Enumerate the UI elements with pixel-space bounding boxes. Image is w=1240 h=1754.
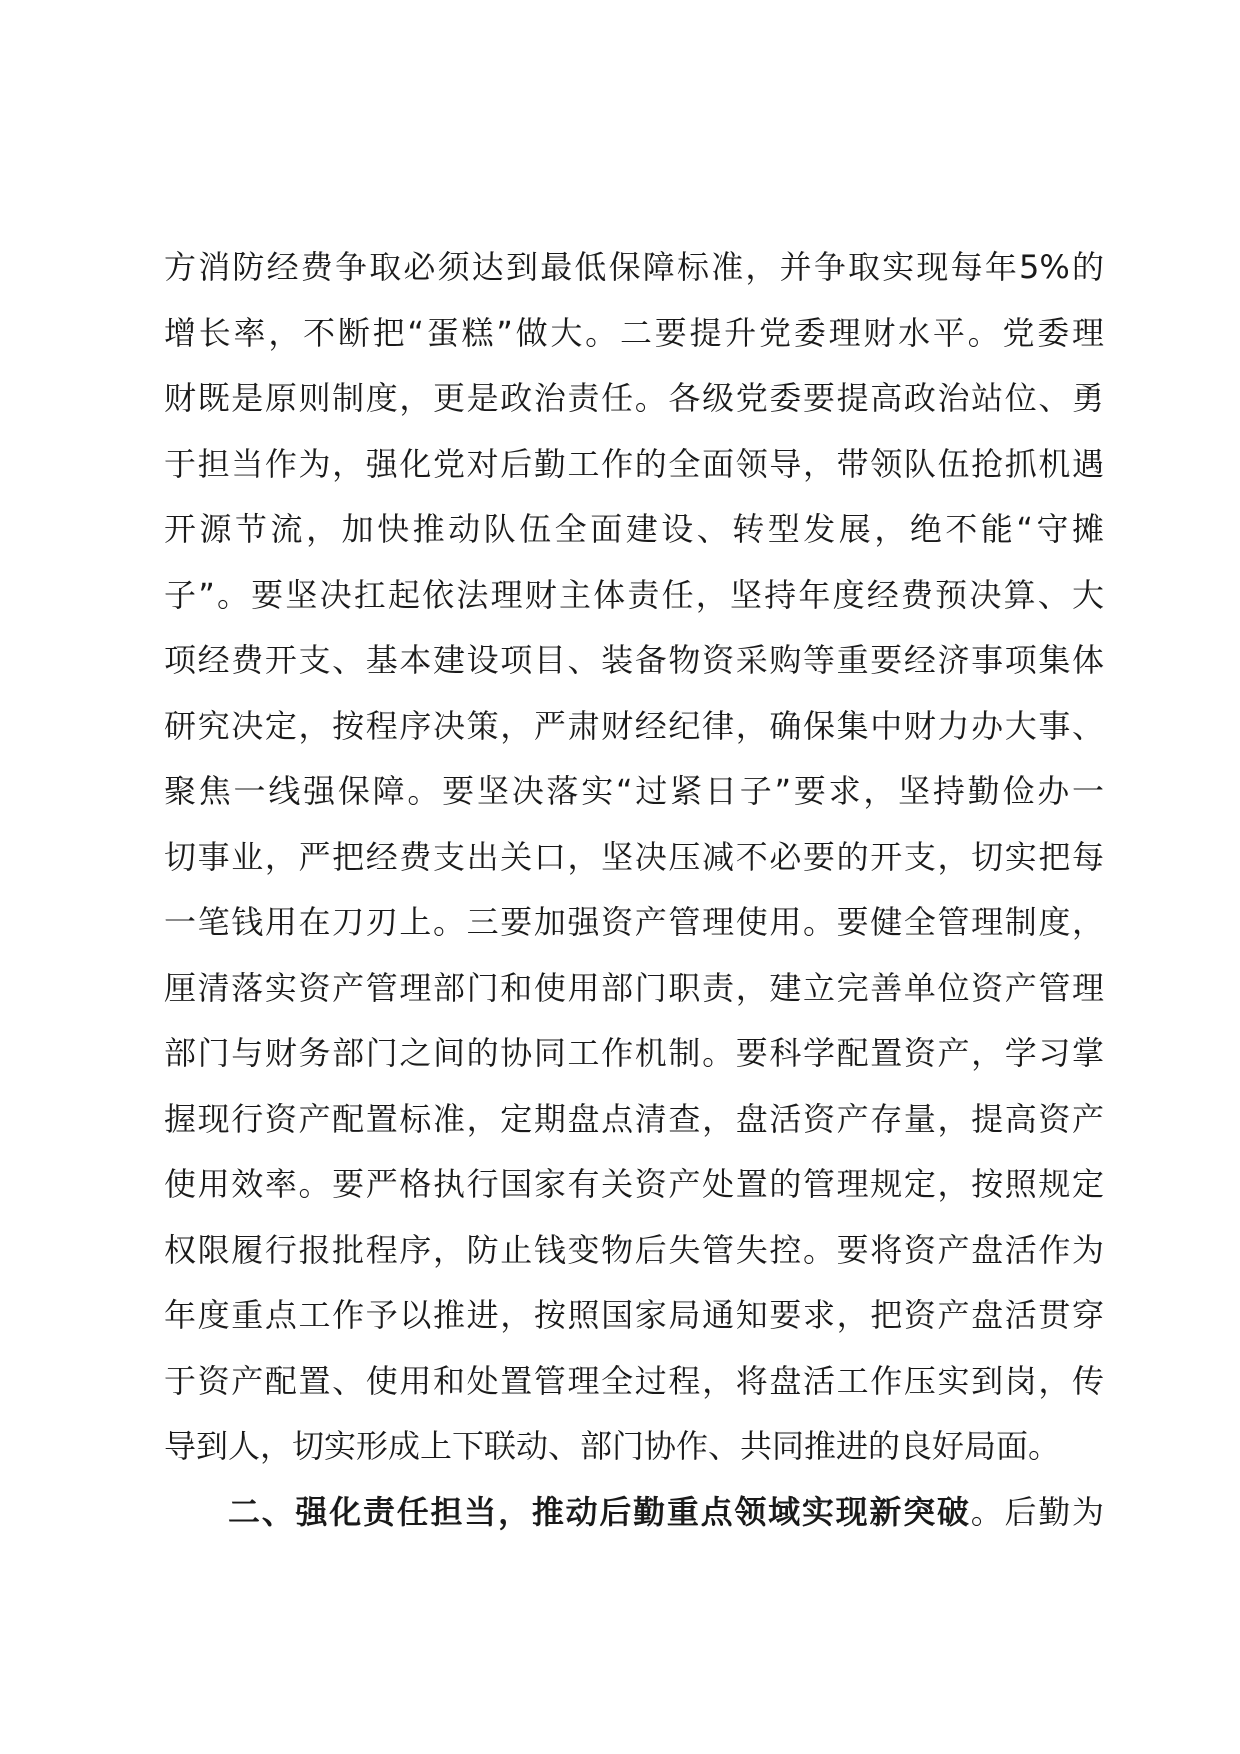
text-line: 权限履行报批程序，防止钱变物后失管失控。要将资产盘活作为 xyxy=(164,1230,1104,1269)
text-line: 厘清落实资产管理部门和使用部门职责，建立完善单位资产管理 xyxy=(164,968,1104,1007)
text-line: 部门与财务部门之间的协同工作机制。要科学配置资产，学习掌 xyxy=(164,1034,1104,1072)
text-line: 于担当作为，强化党对后勤工作的全面领导，带领队伍抢抓机遇 xyxy=(164,444,1104,483)
text-line: 年度重点工作予以推进，按照国家局通知要求，把资产盘活贯穿 xyxy=(164,1296,1104,1334)
text-line: 子”。要坚决扛起依法理财主体责任，坚持年度经费预决算、大 xyxy=(164,575,1104,614)
text-line: 切事业，严把经费支出关口，坚决压减不必要的开支，切实把每 xyxy=(164,837,1104,876)
text-line: 项经费开支、基本建设项目、装备物资采购等重要经济事项集体 xyxy=(164,641,1104,679)
text-line: 增长率，不断把“蛋糕”做大。二要提升党委理财水平。党委理 xyxy=(164,313,1104,352)
text-line: 握现行资产配置标准，定期盘点清查，盘活资产存量，提高资产 xyxy=(164,1099,1104,1138)
text-line: 开源节流，加快推动队伍全面建设、转型发展，绝不能“守摊 xyxy=(164,510,1104,548)
body-text xyxy=(164,235,1104,1545)
text-line: 导到人，切实形成上下联动、部门协作、共同推进的良好局面。 xyxy=(164,1427,1061,1465)
text-line: 使用效率。要严格执行国家有关资产处置的管理规定，按照规定 xyxy=(164,1165,1104,1203)
text-line: 一笔钱用在刀刃上。三要加强资产管理使用。要健全管理制度， xyxy=(164,903,1104,941)
text-line: 聚焦一线强保障。要坚决落实“过紧日子”要求，坚持勤俭办一 xyxy=(164,772,1104,810)
section-heading-line xyxy=(164,1480,1104,1546)
text-line: 方消防经费争取必须达到最低保障标准，并争取实现每年5%的 xyxy=(164,248,1104,286)
section-heading-continuation: 。后勤为 xyxy=(970,1492,1104,1531)
text-line: 财既是原则制度，更是政治责任。各级党委要提高政治站位、勇 xyxy=(164,379,1104,417)
text-line: 于资产配置、使用和处置管理全过程，将盘活工作压实到岗，传 xyxy=(164,1361,1104,1400)
section-heading: 二、强化责任担当，推动后勤重点领域实现新突破 xyxy=(228,1492,971,1531)
text-line: 研究决定，按程序决策，严肃财经纪律，确保集中财力办大事、 xyxy=(164,706,1104,745)
